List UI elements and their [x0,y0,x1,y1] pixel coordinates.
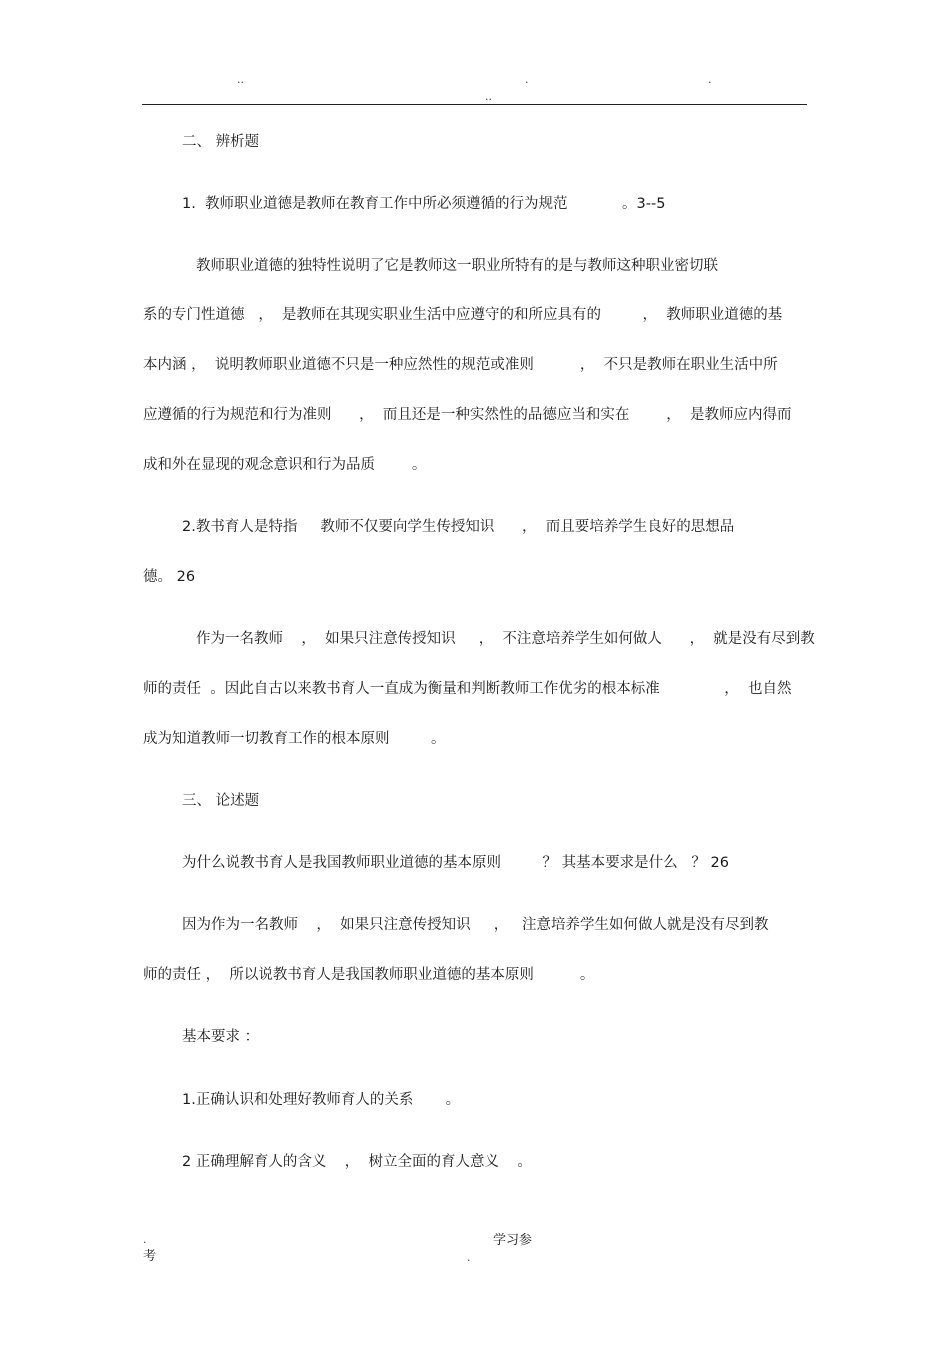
requirement-1: 1.正确认识和处理好教师育人的关系 。 [182,1092,461,1108]
item-1-body-line-3: 本内涵 ， 说明教师职业道德不只是一种应然性的规范或准则 ， 不只是教师在职业生活中所 [143,357,778,373]
section-heading-essay: 三、 论述题 [182,793,260,809]
requirement-2: 2 正确理解育人的含义 ， 树立全面的育人意义 。 [182,1154,532,1170]
footer-text: 学习参 [493,1233,533,1248]
section-heading-analysis: 二、 辨析题 [182,134,260,150]
item-1-title: 1. 教师职业道德是教师在教育工作中所必须遵循的行为规范 [182,196,568,212]
essay-answer-line-2: 师的责任 ， 所以说教书育人是我国教师职业道德的基本原则 。 [143,967,595,983]
essay-answer-line-1: 因为作为一名教师 ， 如果只注意传授知识 ， 注意培养学生如何做人就是没有尽到教 [182,917,769,933]
header-mark-3: . [708,73,712,86]
item-2-title: 2.教书育人是特指 教师不仅要向学生传授知识 ， 而且要培养学生良好的思想品 [182,519,735,535]
header-rule [142,104,807,105]
requirements-heading: 基本要求 ： [182,1029,260,1045]
essay-question: 为什么说教书育人是我国教师职业道德的基本原则 ？ 其基本要求是什么 ？ 26 [182,855,729,871]
item-1-ref: 。3--5 [622,196,666,212]
footer-mark-1: . [143,1233,147,1246]
footer-mark-2: . [467,1251,471,1264]
item-1-body-line-5: 成和外在显现的观念意识和行为品质 。 [143,457,427,473]
item-2-body-line-1: 作为一名教师 ， 如果只注意传授知识 ， 不注意培养学生如何做人 ， 就是没有尽到教 [196,631,815,647]
header-mark-2: . [525,73,529,86]
item-2-body-line-2: 师的责任 。因此自古以来教书育人一直成为衡量和判断教师工作优劣的根本标准 ， 也自然 [143,681,792,697]
item-2-body-line-3: 成为知道教师一切教育工作的根本原则 。 [143,731,446,747]
item-2-title-cont: 德。 26 [143,569,196,585]
header-mark-1: .. [237,73,244,86]
footer-text-cont: 考 [143,1249,157,1264]
item-1-body-line-2: 系的专门性道德 ， 是教师在其现实职业生活中应遵守的和所应具有的 ， 教师职业道德的基 [143,307,783,323]
item-1-body-line-4: 应遵循的行为规范和行为准则 ， 而且还是一种实然性的品德应当和实在 ， 是教师应内得而 [143,407,792,423]
item-1-body-line-1: 教师职业道德的独特性说明了它是教师这一职业所特有的是与教师这种职业密切联 [196,258,718,274]
header-mark-4: .. [485,90,492,103]
